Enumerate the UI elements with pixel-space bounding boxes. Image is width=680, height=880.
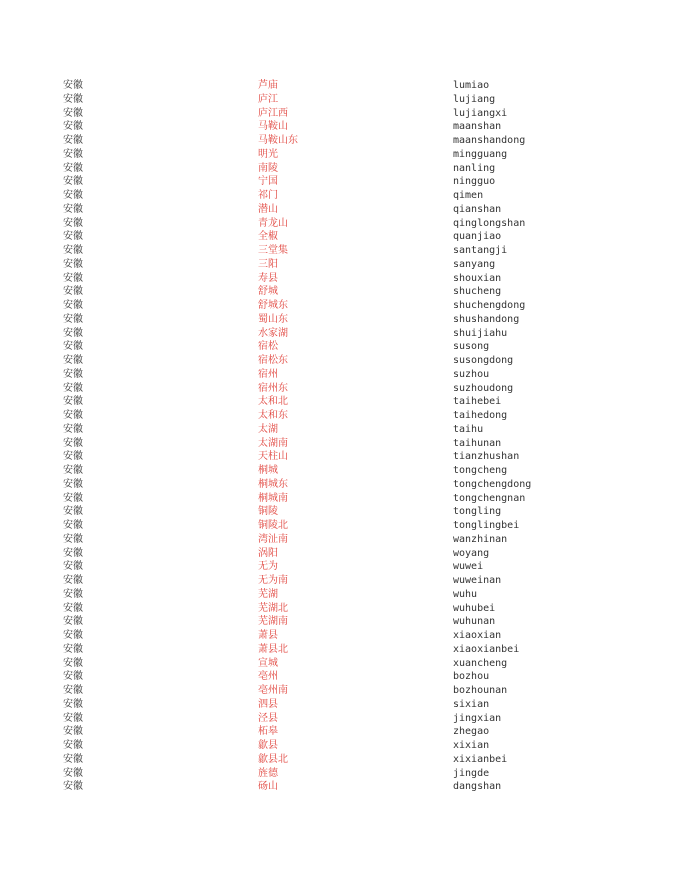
province-cell: 安徽 [63, 355, 83, 366]
station-name-cell: 三阳 [258, 258, 278, 270]
province-cell: 安徽 [63, 478, 83, 490]
station-name-cell: 湾沚南 [258, 533, 288, 545]
table-row [63, 327, 663, 341]
station-name-cell: 歙县北 [258, 753, 288, 765]
station-name-cell: 芜湖南 [258, 616, 288, 628]
table-row [63, 395, 663, 409]
pinyin-cell: maanshandong [453, 135, 526, 146]
table-row [63, 574, 663, 588]
province-cell: 安徽 [63, 272, 83, 284]
pinyin-cell: tongcheng [453, 465, 508, 476]
province-cell: 安徽 [63, 533, 83, 545]
station-name-cell: 全椒 [258, 231, 278, 243]
pinyin-cell: wuhubei [453, 602, 496, 614]
station-name-cell: 桐城南 [258, 492, 288, 504]
pinyin-cell: shushandong [453, 313, 520, 325]
province-cell: 安徽 [63, 520, 83, 531]
station-name-cell: 青龙山 [258, 217, 288, 229]
table-row [63, 753, 663, 767]
pinyin-cell: ningguo [453, 176, 496, 188]
pinyin-cell: tongchengdong [453, 478, 532, 490]
station-name-cell: 舒城 [258, 286, 278, 298]
station-name-cell: 萧县 [258, 630, 278, 641]
province-cell: 安徽 [63, 203, 83, 215]
station-name-cell: 砀山 [258, 781, 278, 793]
province-cell: 安徽 [63, 630, 83, 641]
station-name-cell: 无为南 [258, 575, 288, 586]
pinyin-cell: xiaoxian [453, 630, 502, 641]
table-row [63, 203, 663, 217]
pinyin-cell: bozhou [453, 671, 490, 683]
pinyin-cell: wuhu [453, 588, 478, 600]
pinyin-cell: sanyang [453, 258, 496, 270]
station-name-cell: 旌德 [258, 767, 278, 779]
pinyin-cell: wuweinan [453, 575, 502, 586]
pinyin-cell: wuhunan [453, 616, 496, 628]
province-cell: 安徽 [63, 93, 83, 105]
province-cell: 安徽 [63, 286, 83, 298]
table-row [63, 258, 663, 272]
province-cell: 安徽 [63, 575, 83, 586]
province-cell: 安徽 [63, 698, 83, 710]
province-cell: 安徽 [63, 217, 83, 229]
table-row [63, 272, 663, 286]
table-row [63, 712, 663, 726]
province-cell: 安徽 [63, 671, 83, 683]
station-name-cell: 芜湖北 [258, 602, 288, 614]
province-cell: 安徽 [63, 410, 83, 421]
pinyin-cell: suzhou [453, 368, 490, 380]
table-row [63, 464, 663, 478]
table-row [63, 602, 663, 616]
station-name-cell: 马鞍山东 [258, 135, 298, 146]
station-name-cell: 宿州 [258, 368, 278, 380]
station-name-cell: 天柱山 [258, 451, 288, 463]
pinyin-cell: xuancheng [453, 657, 508, 669]
pinyin-cell: qimen [453, 190, 484, 201]
table-row [63, 217, 663, 231]
pinyin-cell: susongdong [453, 355, 514, 366]
table-row [63, 79, 663, 93]
station-name-cell: 庐江西 [258, 107, 288, 119]
province-cell: 安徽 [63, 547, 83, 559]
table-row [63, 189, 663, 203]
province-cell: 安徽 [63, 685, 83, 696]
station-name-cell: 桐城 [258, 465, 278, 476]
province-cell: 安徽 [63, 492, 83, 504]
pinyin-cell: mingguang [453, 148, 508, 160]
province-cell: 安徽 [63, 753, 83, 765]
station-name-cell: 泾县 [258, 712, 278, 724]
station-name-cell: 寿县 [258, 272, 278, 284]
province-cell: 安徽 [63, 451, 83, 463]
pinyin-cell: shouxian [453, 272, 502, 284]
pinyin-cell: jingde [453, 767, 490, 779]
station-name-cell: 萧县北 [258, 643, 288, 655]
station-name-cell: 祁门 [258, 190, 278, 201]
station-table [63, 79, 663, 794]
station-name-cell: 无为 [258, 561, 278, 573]
table-row [63, 313, 663, 327]
table-row [63, 670, 663, 684]
station-name-cell: 三堂集 [258, 245, 288, 256]
table-row [63, 615, 663, 629]
table-row [63, 560, 663, 574]
station-name-cell: 太和东 [258, 410, 288, 421]
province-cell: 安徽 [63, 643, 83, 655]
pinyin-cell: maanshan [453, 121, 502, 133]
station-name-cell: 庐江 [258, 93, 278, 105]
province-cell: 安徽 [63, 121, 83, 133]
pinyin-cell: zhegao [453, 726, 490, 738]
table-row [63, 533, 663, 547]
province-cell: 安徽 [63, 726, 83, 738]
province-cell: 安徽 [63, 135, 83, 146]
table-row [63, 423, 663, 437]
province-cell: 安徽 [63, 382, 83, 394]
pinyin-cell: lujiang [453, 93, 496, 105]
station-name-cell: 桐城东 [258, 478, 288, 490]
province-cell: 安徽 [63, 327, 83, 339]
station-name-cell: 亳州南 [258, 685, 288, 696]
table-row [63, 437, 663, 451]
province-cell: 安徽 [63, 341, 83, 353]
province-cell: 安徽 [63, 616, 83, 628]
province-cell: 安徽 [63, 300, 83, 311]
table-row [63, 299, 663, 313]
station-name-cell: 太和北 [258, 396, 288, 408]
province-cell: 安徽 [63, 231, 83, 243]
pinyin-cell: quanjiao [453, 231, 502, 243]
station-name-cell: 舒城东 [258, 300, 288, 311]
pinyin-cell: woyang [453, 547, 490, 559]
pinyin-cell: tonglingbei [453, 520, 520, 531]
pinyin-cell: taihunan [453, 437, 502, 449]
pinyin-cell: shuchengdong [453, 300, 526, 311]
province-cell: 安徽 [63, 602, 83, 614]
table-row [63, 519, 663, 533]
station-name-cell: 马鞍山 [258, 121, 288, 133]
pinyin-cell: suzhoudong [453, 382, 514, 394]
station-name-cell: 南陵 [258, 162, 278, 174]
province-cell: 安徽 [63, 313, 83, 325]
station-name-cell: 芦庙 [258, 80, 278, 91]
table-row [63, 244, 663, 258]
pinyin-cell: xixianbei [453, 753, 508, 765]
table-row [63, 767, 663, 781]
table-row [63, 478, 663, 492]
station-name-cell: 宣城 [258, 657, 278, 669]
province-cell: 安徽 [63, 245, 83, 256]
pinyin-cell: santangji [453, 245, 508, 256]
table-row [63, 354, 663, 368]
pinyin-cell: qinglongshan [453, 217, 526, 229]
station-name-cell: 芜湖 [258, 588, 278, 600]
table-row [63, 698, 663, 712]
province-cell: 安徽 [63, 712, 83, 724]
table-row [63, 120, 663, 134]
province-cell: 安徽 [63, 190, 83, 201]
pinyin-cell: jingxian [453, 712, 502, 724]
province-cell: 安徽 [63, 368, 83, 380]
province-cell: 安徽 [63, 162, 83, 174]
pinyin-cell: wuwei [453, 561, 484, 573]
province-cell: 安徽 [63, 437, 83, 449]
station-name-cell: 潜山 [258, 203, 278, 215]
table-row [63, 505, 663, 519]
station-name-cell: 泗县 [258, 698, 278, 710]
table-row [63, 409, 663, 423]
table-row [63, 93, 663, 107]
pinyin-cell: bozhounan [453, 685, 508, 696]
table-row [63, 148, 663, 162]
pinyin-cell: taihebei [453, 396, 502, 408]
pinyin-cell: lujiangxi [453, 107, 508, 119]
station-name-cell: 蜀山东 [258, 313, 288, 325]
station-name-cell: 铜陵北 [258, 520, 288, 531]
table-row [63, 492, 663, 506]
pinyin-cell: xixian [453, 740, 490, 751]
station-name-cell: 水家湖 [258, 327, 288, 339]
table-row [63, 368, 663, 382]
province-cell: 安徽 [63, 176, 83, 188]
pinyin-cell: taihedong [453, 410, 508, 421]
station-name-cell: 宿松 [258, 341, 278, 353]
pinyin-cell: susong [453, 341, 490, 353]
station-name-cell: 涡阳 [258, 547, 278, 559]
pinyin-cell: tongling [453, 506, 502, 518]
province-cell: 安徽 [63, 657, 83, 669]
province-cell: 安徽 [63, 781, 83, 793]
province-cell: 安徽 [63, 588, 83, 600]
province-cell: 安徽 [63, 80, 83, 91]
pinyin-cell: sixian [453, 698, 490, 710]
province-cell: 安徽 [63, 258, 83, 270]
province-cell: 安徽 [63, 148, 83, 160]
province-cell: 安徽 [63, 396, 83, 408]
table-row [63, 780, 663, 794]
station-name-cell: 太湖南 [258, 437, 288, 449]
station-name-cell: 明光 [258, 148, 278, 160]
province-cell: 安徽 [63, 423, 83, 435]
table-row [63, 629, 663, 643]
table-row [63, 162, 663, 176]
pinyin-cell: shucheng [453, 286, 502, 298]
station-name-cell: 亳州 [258, 671, 278, 683]
pinyin-cell: qianshan [453, 203, 502, 215]
table-row [63, 382, 663, 396]
table-row [63, 725, 663, 739]
table-row [63, 643, 663, 657]
station-name-cell: 柘皋 [258, 726, 278, 738]
pinyin-cell: tianzhushan [453, 451, 520, 463]
pinyin-cell: tongchengnan [453, 492, 526, 504]
table-row [63, 230, 663, 244]
table-row [63, 285, 663, 299]
pinyin-cell: dangshan [453, 781, 502, 793]
station-name-cell: 宿松东 [258, 355, 288, 366]
province-cell: 安徽 [63, 740, 83, 751]
station-name-cell: 太湖 [258, 423, 278, 435]
table-row [63, 547, 663, 561]
province-cell: 安徽 [63, 107, 83, 119]
table-row [63, 588, 663, 602]
province-cell: 安徽 [63, 506, 83, 518]
pinyin-cell: nanling [453, 162, 496, 174]
pinyin-cell: taihu [453, 423, 484, 435]
table-row [63, 134, 663, 148]
pinyin-cell: shuijiahu [453, 327, 508, 339]
table-row [63, 340, 663, 354]
table-row [63, 657, 663, 671]
pinyin-cell: lumiao [453, 80, 490, 91]
station-name-cell: 宿州东 [258, 382, 288, 394]
province-cell: 安徽 [63, 465, 83, 476]
station-name-cell: 铜陵 [258, 506, 278, 518]
province-cell: 安徽 [63, 561, 83, 573]
province-cell: 安徽 [63, 767, 83, 779]
station-name-cell: 宁国 [258, 176, 278, 188]
station-name-cell: 歙县 [258, 740, 278, 751]
table-row [63, 739, 663, 753]
table-row [63, 684, 663, 698]
table-row [63, 450, 663, 464]
pinyin-cell: xiaoxianbei [453, 643, 520, 655]
table-row [63, 175, 663, 189]
pinyin-cell: wanzhinan [453, 533, 508, 545]
table-row [63, 107, 663, 121]
